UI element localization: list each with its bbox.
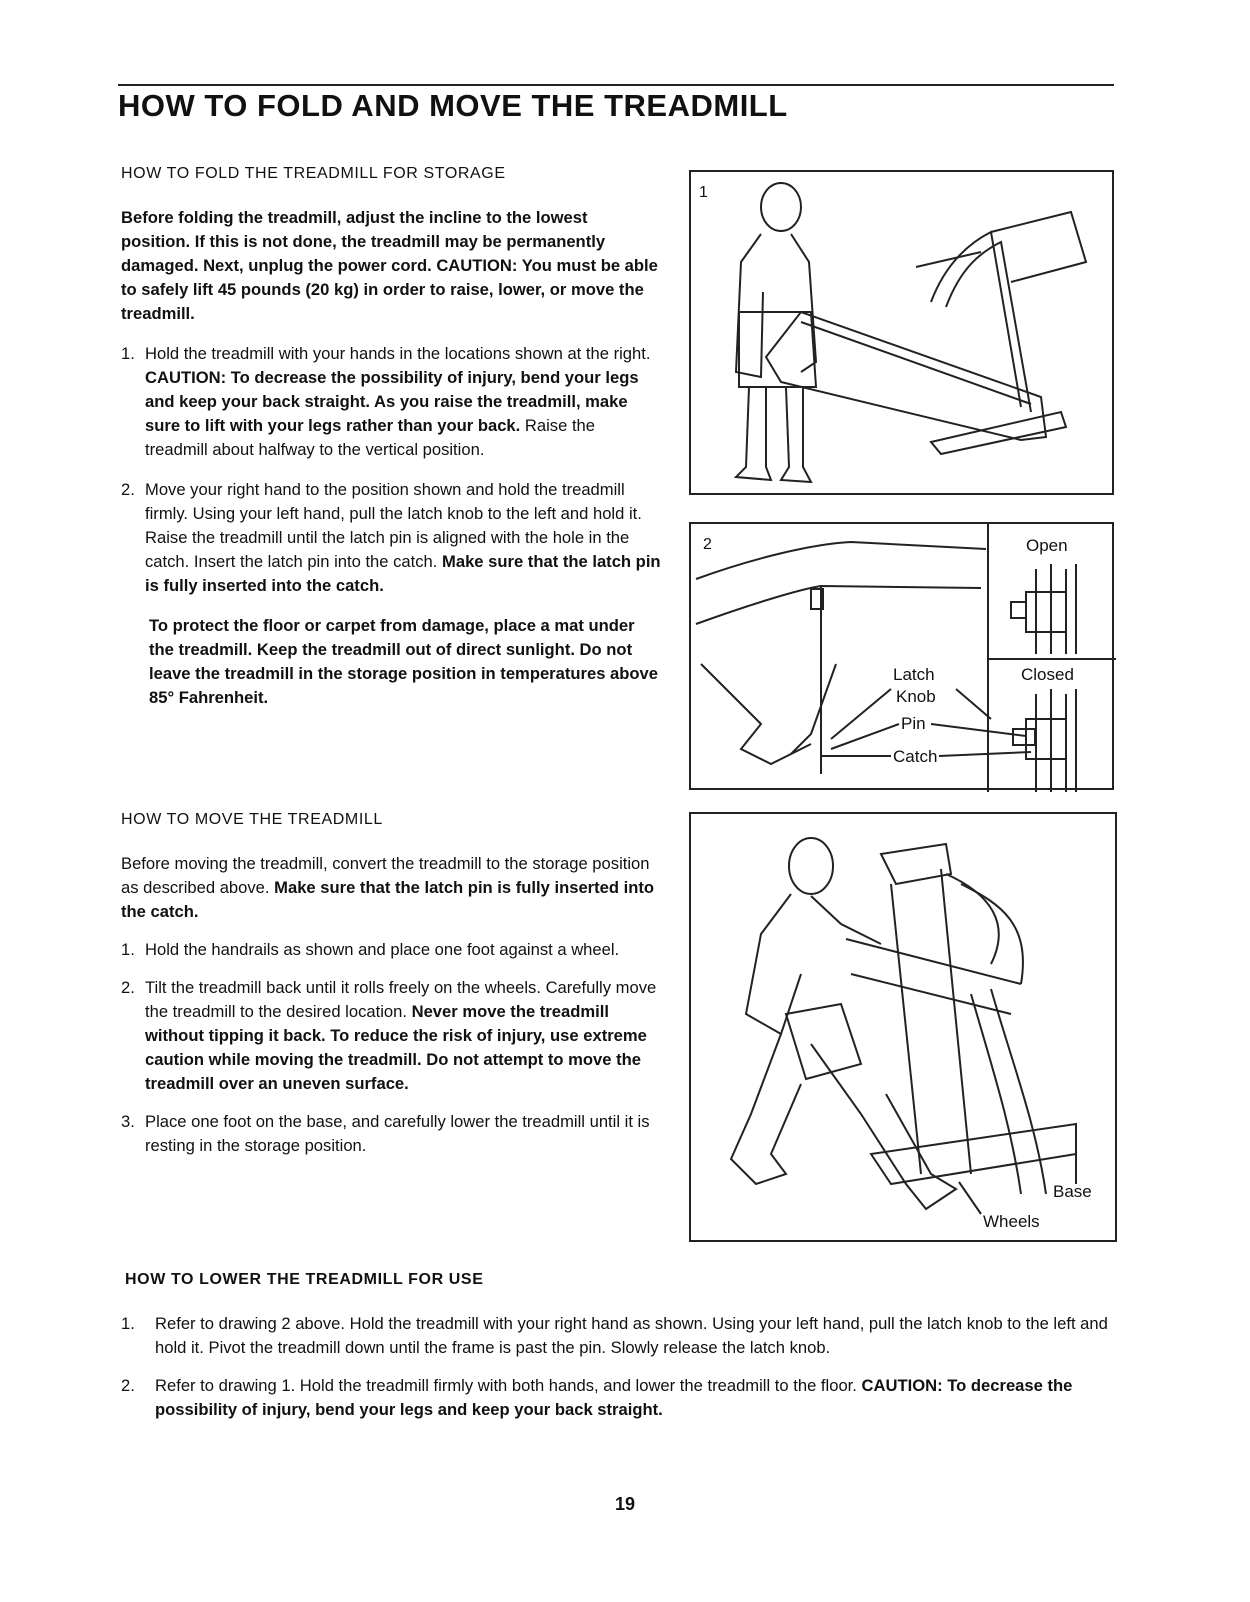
figure-3-move: [689, 812, 1117, 1242]
move-step-2: [121, 976, 661, 1096]
pin-label: Pin: [901, 714, 926, 733]
fold-step-2-num: 2.: [121, 480, 135, 499]
lower-step-2-b: CAUTION: To decrease the possibility of injury, bend your legs and keep your back straight.: [155, 1376, 1073, 1419]
move-step-3-num: 3.: [121, 1112, 135, 1131]
fold-heading: HOW TO FOLD THE TREADMILL FOR STORAGE: [121, 165, 506, 182]
fold-step-1-num: 1.: [121, 344, 135, 363]
lower-step-2-text: [155, 1374, 1116, 1422]
figure-1-number: 1: [699, 184, 708, 201]
fold-step-1-b: CAUTION: To decrease the possibility of injury, bend your legs and keep your back straight. As you raise the treadmill, make sure to lift with your legs rather than your back.: [145, 368, 639, 435]
move-intro-b: Make sure that the latch pin is fully inserted into the catch.: [121, 878, 655, 921]
move-step-2-b: Never move the treadmill without tipping it back. To reduce the risk of injury, use extreme caution while moving the treadmill. Do not attempt to move the treadmill over an uneven surface.: [145, 1002, 647, 1093]
fold-step-1-text: [145, 342, 661, 462]
latch-label: Latch: [893, 665, 935, 684]
move-section: [121, 808, 661, 1158]
fold-step-2-text: [145, 478, 661, 598]
lower-step-2-num: 2.: [121, 1376, 135, 1395]
move-step-1-num: 1.: [121, 940, 135, 959]
lower-step-2-a: Refer to drawing 1. Hold the treadmill firmly with both hands, and lower the treadmill to the floor.: [155, 1376, 857, 1395]
fold-intro: Before folding the treadmill, adjust the incline to the lowest position. If this is not done, the treadmill may be permanently damaged. Next, unplug the power cord. CAUTION: You must be able to safely lift 45 pounds (20 kg) in order to raise, lower, or move the treadmill.: [121, 208, 658, 323]
fold-step-2: [121, 478, 661, 598]
move-heading: HOW TO MOVE THE TREADMILL: [121, 811, 383, 828]
move-intro: [121, 852, 661, 924]
fold-step-1: [121, 342, 661, 462]
lower-heading: HOW TO LOWER THE TREADMILL FOR USE: [125, 1271, 484, 1288]
page-title: HOW TO FOLD AND MOVE THE TREADMILL: [118, 88, 788, 123]
fold-step-1-a: Hold the treadmill with your hands in the locations shown at the right.: [145, 344, 651, 363]
page-number: 19: [614, 1494, 636, 1514]
move-step-2-num: 2.: [121, 978, 135, 997]
figure-2-latch: [689, 522, 1114, 790]
header-rule: [118, 84, 1114, 86]
lower-step-1: [121, 1312, 1116, 1360]
figure-1-lift: [689, 170, 1114, 495]
knob-label: Knob: [896, 687, 936, 706]
catch-label: Catch: [893, 747, 938, 766]
fold-step-2-b: Make sure that the latch pin is fully inserted into the catch.: [145, 552, 661, 595]
lower-step-1-num: 1.: [121, 1314, 135, 1333]
base-label: Base: [1053, 1182, 1092, 1201]
move-step-3-text: Place one foot on the base, and carefully lower the treadmill until it is resting in the storage position.: [145, 1112, 650, 1155]
move-step-2-text: [145, 976, 661, 1096]
move-step-1-text: Hold the handrails as shown and place one foot against a wheel.: [145, 940, 620, 959]
figure-3-illustration: [691, 814, 1119, 1244]
move-step-1: [121, 938, 661, 962]
fold-protect-note: To protect the floor or carpet from damage, place a mat under the treadmill. Keep the treadmill out of direct sunlight. Do not leave the treadmill in the storage position in temperatures above 85° Fahrenheit.: [149, 616, 659, 707]
fold-step-1-c: Raise the treadmill about halfway to the vertical position.: [145, 416, 596, 459]
move-intro-a: Before moving the treadmill, convert the treadmill to the storage position as described above.: [121, 854, 650, 897]
open-label: Open: [1026, 536, 1068, 555]
lower-step-2: [121, 1374, 1116, 1422]
figure-2-number: 2: [703, 536, 712, 553]
fold-step-2-a: Move your right hand to the position shown and hold the treadmill firmly. Using your left hand, pull the latch knob to the left and hold it. Raise the treadmill until the latch pin is aligned with the hole in the catch. Insert the latch pin into the catch.: [145, 480, 642, 571]
move-step-3: [121, 1110, 661, 1158]
fold-section: [121, 162, 661, 710]
figure-1-illustration: [691, 172, 1116, 497]
move-step-2-a: Tilt the treadmill back until it rolls freely on the wheels. Carefully move the treadmill to the desired location.: [145, 978, 657, 1021]
closed-label: Closed: [1021, 665, 1074, 684]
wheels-label: Wheels: [983, 1212, 1040, 1231]
lower-section: [121, 1268, 1116, 1422]
lower-step-1-text: Refer to drawing 2 above. Hold the treadmill with your right hand as shown. Using your left hand, pull the latch knob to the left and hold it. Pivot the treadmill down until the frame is past the pin. Slowly release the latch knob.: [155, 1314, 1108, 1357]
